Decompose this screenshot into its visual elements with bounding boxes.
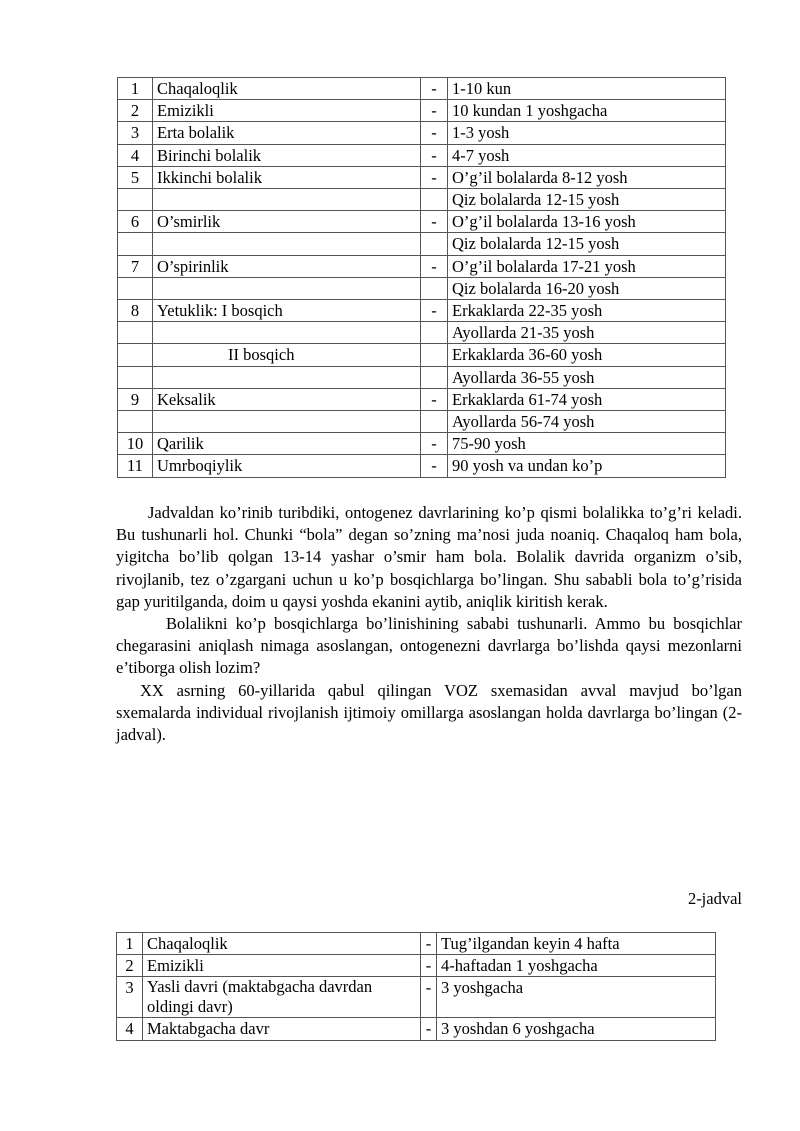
period-name [153, 322, 421, 344]
age-range: Ayollarda 56-74 yosh [448, 411, 726, 433]
dash-separator: - [421, 977, 437, 1018]
table-row [118, 255, 726, 277]
table-row [118, 122, 726, 144]
row-number: 1 [118, 78, 153, 100]
row-number [118, 322, 153, 344]
period-name: II bosqich [153, 344, 421, 366]
table-row [117, 955, 716, 977]
row-number: 2 [118, 100, 153, 122]
table-row [118, 344, 726, 366]
row-number: 9 [118, 388, 153, 410]
dash-separator: - [421, 933, 437, 955]
row-number [118, 366, 153, 388]
dash-separator [421, 189, 448, 211]
age-range: 10 kundan 1 yoshgacha [448, 100, 726, 122]
row-number [118, 189, 153, 211]
age-range: O’g’il bolalarda 17-21 yosh [448, 255, 726, 277]
period-name: O’spirinlik [153, 255, 421, 277]
age-periods-table-body [118, 78, 726, 478]
period-name: Keksalik [153, 388, 421, 410]
age-range: 3 yoshgacha [437, 977, 716, 1018]
period-name: Chaqaloqlik [153, 78, 421, 100]
body-text [116, 502, 742, 746]
period-name [153, 189, 421, 211]
row-number: 8 [118, 300, 153, 322]
period-name: Emizikli [143, 955, 421, 977]
dash-separator: - [421, 255, 448, 277]
age-range: Tug’ilgandan keyin 4 hafta [437, 933, 716, 955]
row-number: 4 [117, 1018, 143, 1040]
dash-separator: - [421, 122, 448, 144]
table-row [117, 933, 716, 955]
period-name: Maktabgacha davr [143, 1018, 421, 1040]
table-row [118, 277, 726, 299]
social-periods-table-body [117, 933, 716, 1041]
period-name: Emizikli [153, 100, 421, 122]
row-number [118, 277, 153, 299]
dash-separator: - [421, 388, 448, 410]
period-name: Umrboqiylik [153, 455, 421, 477]
table-row [118, 300, 726, 322]
row-number: 11 [118, 455, 153, 477]
dash-separator: - [421, 300, 448, 322]
age-range: 3 yoshdan 6 yoshgacha [437, 1018, 716, 1040]
table-row [118, 211, 726, 233]
row-number: 5 [118, 166, 153, 188]
paragraph: XX asrning 60-yillarida qabul qilingan VOZ sxemasidan avval mavjud bo’lgan sxemalarda individual rivojlanish ijtimoiy omillarga asoslangan holda davrlarga bo’lingan (2-jadval). [116, 680, 742, 745]
row-number: 3 [117, 977, 143, 1018]
age-range: 1-3 yosh [448, 122, 726, 144]
period-name: Erta bolalik [153, 122, 421, 144]
row-number: 4 [118, 144, 153, 166]
table-row [118, 189, 726, 211]
age-range: Erkaklarda 61-74 yosh [448, 388, 726, 410]
dash-separator: - [421, 100, 448, 122]
row-number [118, 344, 153, 366]
age-range: Ayollarda 21-35 yosh [448, 322, 726, 344]
period-name: Birinchi bolalik [153, 144, 421, 166]
table-row [118, 100, 726, 122]
dash-separator [421, 366, 448, 388]
age-range: Qiz bolalarda 12-15 yosh [448, 189, 726, 211]
dash-separator: - [421, 144, 448, 166]
table-row [118, 78, 726, 100]
dash-separator [421, 277, 448, 299]
period-name [153, 366, 421, 388]
table-row [118, 166, 726, 188]
period-name [153, 233, 421, 255]
paragraph: Bolalikni ko’p bosqichlarga bo’linishining sababi tushunarli. Ammo bu bosqichlar chegarasini aniqlash nimaga asoslangan, ontogenezni davrlarga bo’lishda qaysi mezonlarni e’tiborga olish lozim? [116, 614, 742, 678]
age-range: Ayollarda 36-55 yosh [448, 366, 726, 388]
table-row [118, 433, 726, 455]
dash-separator: - [421, 455, 448, 477]
period-name [153, 277, 421, 299]
age-range: 1-10 kun [448, 78, 726, 100]
age-range: 4-haftadan 1 yoshgacha [437, 955, 716, 977]
period-name [153, 411, 421, 433]
row-number: 7 [118, 255, 153, 277]
dash-separator [421, 233, 448, 255]
period-name: Yasli davri (maktabgacha davrdan oldingi davr) [143, 977, 421, 1018]
row-number [118, 233, 153, 255]
age-range: Qiz bolalarda 16-20 yosh [448, 277, 726, 299]
dash-separator [421, 322, 448, 344]
age-range: 4-7 yosh [448, 144, 726, 166]
row-number: 10 [118, 433, 153, 455]
table-row [118, 455, 726, 477]
dash-separator: - [421, 211, 448, 233]
dash-separator [421, 344, 448, 366]
age-range: 90 yosh va undan ko’p [448, 455, 726, 477]
table-row [118, 411, 726, 433]
age-range: Erkaklarda 22-35 yosh [448, 300, 726, 322]
age-periods-table [117, 77, 726, 478]
paragraph: Jadvaldan ko’rinib turibdiki, ontogenez davrlarining ko’p qismi bolalikka to’g’ri keladi. Bu tushunarli hol. Chunki “bola” degan so’zning ma’nosi juda noaniq. Chaqaloq ham bola, yigitcha bo’lib qolgan 13-14 yashar o’smir ham bola. Bolalik davrida organizm o’sib, rivojlanib, tez o’zgargani uchun u ko’p bosqichlarga bo’lingan. Shu sababli bola to’g’risida gap yuritilganda, doim u qaysi yoshda ekanini aytib, aniqlik kiritish kerak. [116, 503, 742, 611]
period-name: O’smirlik [153, 211, 421, 233]
dash-separator: - [421, 1018, 437, 1040]
age-range: 75-90 yosh [448, 433, 726, 455]
table-row [117, 977, 716, 1018]
row-number: 6 [118, 211, 153, 233]
dash-separator: - [421, 166, 448, 188]
table-row [118, 233, 726, 255]
table-row [117, 1018, 716, 1040]
period-name: Qarilik [153, 433, 421, 455]
age-range: O’g’il bolalarda 13-16 yosh [448, 211, 726, 233]
period-name: Chaqaloqlik [143, 933, 421, 955]
dash-separator: - [421, 955, 437, 977]
row-number: 2 [117, 955, 143, 977]
period-name: Ikkinchi bolalik [153, 166, 421, 188]
table-caption: 2-jadval [687, 889, 742, 908]
row-number: 1 [117, 933, 143, 955]
dash-separator: - [421, 433, 448, 455]
table-row [118, 322, 726, 344]
table-row [118, 366, 726, 388]
social-periods-table [116, 932, 716, 1041]
table-row [118, 144, 726, 166]
dash-separator [421, 411, 448, 433]
row-number [118, 411, 153, 433]
age-range: O’g’il bolalarda 8-12 yosh [448, 166, 726, 188]
table-row [118, 388, 726, 410]
period-name: Yetuklik: I bosqich [153, 300, 421, 322]
row-number: 3 [118, 122, 153, 144]
age-range: Qiz bolalarda 12-15 yosh [448, 233, 726, 255]
dash-separator: - [421, 78, 448, 100]
age-range: Erkaklarda 36-60 yosh [448, 344, 726, 366]
